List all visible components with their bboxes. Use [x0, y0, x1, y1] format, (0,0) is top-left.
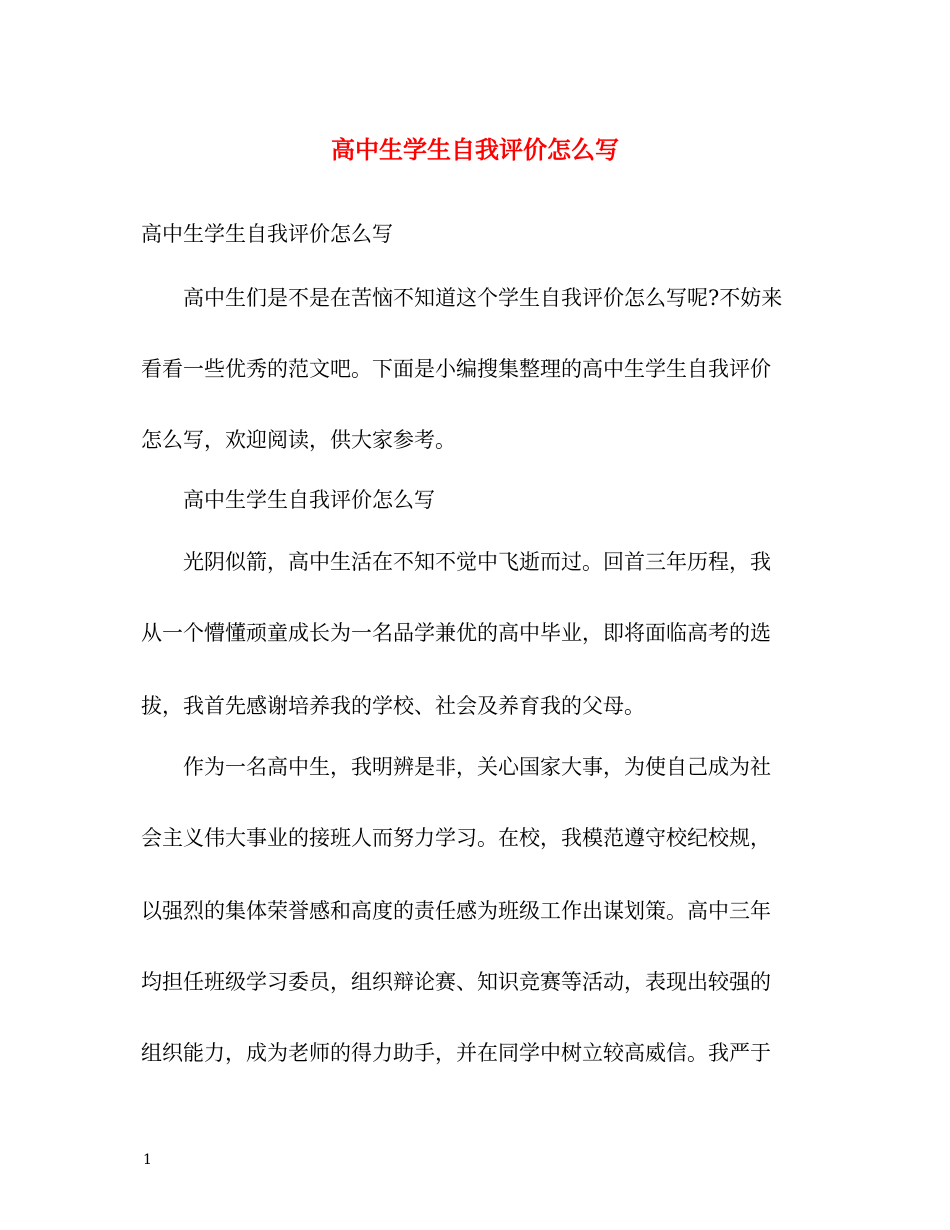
- document-title: 高中生学生自我评价怎么写: [331, 135, 619, 164]
- paragraph-line: 作为一名高中生，我明辨是非，关心国家大事，为使自己成为社: [183, 755, 771, 779]
- page-number: 1: [143, 1152, 152, 1168]
- paragraph-line: 均担任班级学习委员，组织辩论赛、知识竞赛等活动，表现出较强的: [141, 970, 771, 994]
- paragraph-line: 拔，我首先感谢培养我的学校、社会及养育我的父母。: [141, 694, 645, 718]
- paragraph-line: 看看一些优秀的范文吧。下面是小编搜集整理的高中生学生自我评价: [141, 357, 771, 381]
- paragraph-line: 怎么写，欢迎阅读，供大家参考。: [141, 428, 456, 452]
- paragraph-line: 会主义伟大事业的接班人而努力学习。在校，我模范遵守校纪校规，: [141, 826, 771, 850]
- section-heading-line: 高中生学生自我评价怎么写: [183, 488, 435, 512]
- paragraph-line: 以强烈的集体荣誉感和高度的责任感为班级工作出谋划策。高中三年: [141, 899, 771, 923]
- paragraph-line: 组织能力，成为老师的得力助手，并在同学中树立较高威信。我严于: [141, 1041, 771, 1065]
- paragraph-line: 高中生们是不是在苦恼不知道这个学生自我评价怎么写呢?不妨来: [183, 286, 783, 310]
- paragraph-line: 光阴似箭，高中生活在不知不觉中飞逝而过。回首三年历程，我: [183, 550, 771, 574]
- subheading-line: 高中生学生自我评价怎么写: [141, 222, 393, 246]
- paragraph-line: 从一个懵懂顽童成长为一名品学兼优的高中毕业，即将面临高考的选: [141, 621, 771, 645]
